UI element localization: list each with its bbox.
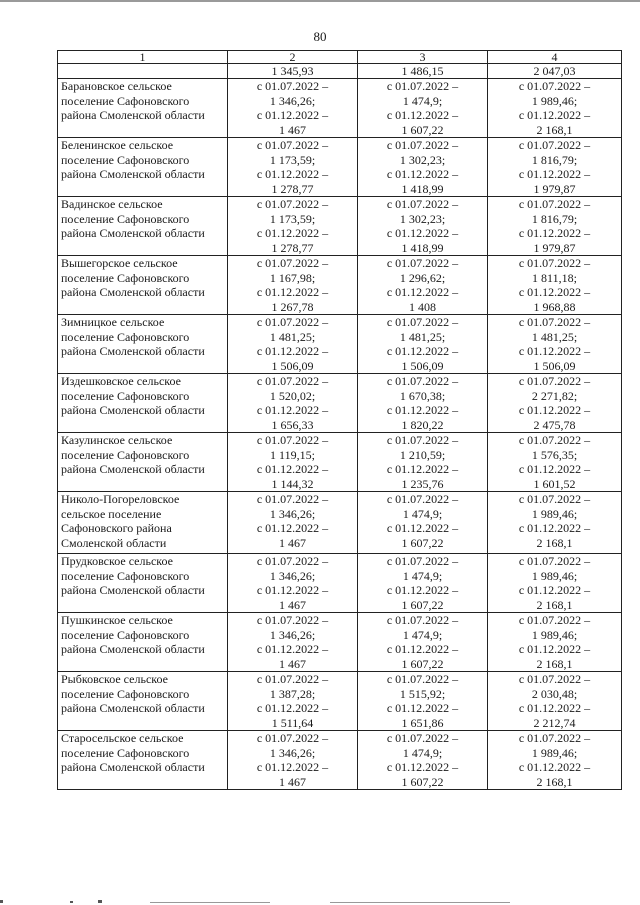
tariff-cell <box>228 315 358 374</box>
tariff-line: 1 607,22 <box>401 597 444 612</box>
settlement-name-line: поселение Сафоновского <box>61 686 190 701</box>
settlement-name-line: района Смоленской области <box>61 403 205 417</box>
table-row <box>58 492 622 554</box>
tariff-line: 1 481,25; <box>531 329 578 344</box>
tariff-line: с 01.12.2022 – <box>386 760 459 774</box>
table-row <box>58 731 622 790</box>
tariff-line: с 01.07.2022 – <box>256 672 329 686</box>
settlement-name-line: района Смоленской области <box>61 344 205 358</box>
tariff-cell <box>228 672 358 731</box>
tariff-cell <box>488 554 622 613</box>
tariff-cell <box>488 138 622 197</box>
tariff-line: с 01.07.2022 – <box>256 374 329 388</box>
tariff-cell <box>488 79 622 138</box>
tariff-cell <box>488 197 622 256</box>
tariff-cell <box>358 256 488 315</box>
tariff-line: с 01.12.2022 – <box>518 760 591 774</box>
tariff-line: с 01.12.2022 – <box>518 642 591 656</box>
settlement-name-line: Николо-Погореловское <box>61 492 180 506</box>
settlement-name-cell <box>58 613 228 672</box>
settlement-name-cell <box>58 79 228 138</box>
settlement-name-line: поселение Сафоновского <box>61 447 190 462</box>
tariff-line: с 01.07.2022 – <box>256 315 329 329</box>
settlement-name-line: района Смоленской области <box>61 226 205 240</box>
tariff-line: 1 267,78 <box>271 299 314 314</box>
settlement-name-line: поселение Сафоновского <box>61 329 190 344</box>
tariff-line: с 01.12.2022 – <box>256 701 329 715</box>
settlement-name-line: района Смоленской области <box>61 701 205 715</box>
tariff-line: 2 168,1 <box>536 122 573 137</box>
tariff-cell <box>228 492 358 554</box>
settlement-name-line: поселение Сафоновского <box>61 388 190 403</box>
settlement-name-line: Зимницкое сельское <box>61 315 165 329</box>
tariff-line: 1 989,46; <box>531 745 578 760</box>
tariff-line: с 01.07.2022 – <box>386 138 459 152</box>
tariff-cell <box>228 433 358 492</box>
table-row <box>58 79 622 138</box>
settlement-name-line: Старосельское сельское <box>61 731 184 745</box>
tariff-line: с 01.07.2022 – <box>256 256 329 270</box>
tariff-line: с 01.12.2022 – <box>386 226 459 240</box>
tariff-line: с 01.07.2022 – <box>518 138 591 152</box>
tariff-line: 1 346,26; <box>269 506 316 521</box>
tariff-line: 1 989,46; <box>531 568 578 583</box>
settlement-name-line: района Смоленской области <box>61 642 205 656</box>
tariff-line: с 01.12.2022 – <box>256 226 329 240</box>
tariff-line: с 01.07.2022 – <box>256 79 329 93</box>
tariff-line: 1 989,46; <box>531 93 578 108</box>
tariff-line: 1 481,25; <box>399 329 446 344</box>
tariff-line: 1 968,88 <box>533 299 576 314</box>
settlement-name-line: района Смоленской области <box>61 285 205 299</box>
table-row <box>58 138 622 197</box>
tariff-line: 1 506,09 <box>401 358 444 373</box>
tariff-line: с 01.07.2022 – <box>256 554 329 568</box>
tariff-cell <box>358 374 488 433</box>
tariff-line: с 01.07.2022 – <box>386 315 459 329</box>
tariff-line: 1 816,79; <box>531 211 578 226</box>
tariff-line: 1 481,25; <box>269 329 316 344</box>
settlement-name-line: поселение Сафоновского <box>61 152 190 167</box>
tariff-line: 1 278,77 <box>271 181 314 196</box>
settlement-name-line: поселение Сафоновского <box>61 627 190 642</box>
tariff-line: с 01.07.2022 – <box>518 79 591 93</box>
tariff-line: с 01.07.2022 – <box>256 731 329 745</box>
tariff-cell <box>358 554 488 613</box>
tariff-line: 1 302,23; <box>399 211 446 226</box>
tariff-line: 1 408 <box>409 299 436 314</box>
tariff-cell <box>228 613 358 672</box>
tariff-line: 2 168,1 <box>536 535 573 550</box>
table-row <box>58 613 622 672</box>
settlement-name-cell <box>58 554 228 613</box>
tariff-cell <box>358 731 488 790</box>
tariff-line: 1 820,22 <box>401 417 444 432</box>
tariff-line: с 01.07.2022 – <box>518 374 591 388</box>
tariff-line: с 01.07.2022 – <box>256 613 329 627</box>
settlement-name-line: поселение Сафоновского <box>61 93 190 108</box>
settlement-name-line: Вадинское сельское <box>61 197 163 211</box>
tariff-cell <box>358 315 488 374</box>
tariff-line: с 01.12.2022 – <box>386 642 459 656</box>
settlement-name-line: Смоленской области <box>61 535 167 550</box>
tariff-line: 1 474,9; <box>402 506 443 521</box>
settlement-name-line: Сафоновского района <box>61 521 172 535</box>
tariff-cell <box>488 256 622 315</box>
tariff-cell <box>488 672 622 731</box>
tariff-line: 1 607,22 <box>401 656 444 671</box>
tariff-line: с 01.12.2022 – <box>386 403 459 417</box>
table-row <box>58 374 622 433</box>
column-header: 3 <box>358 51 488 64</box>
tariff-cell <box>228 554 358 613</box>
settlement-name-line: Казулинское сельское <box>61 433 173 447</box>
tariff-line: с 01.07.2022 – <box>518 256 591 270</box>
tariff-line: 1 467 <box>279 774 306 789</box>
settlement-name-cell <box>58 315 228 374</box>
table-header-row <box>58 51 622 64</box>
settlement-name-line: поселение Сафоновского <box>61 270 190 285</box>
table-cell: 2 047,03 <box>488 64 622 79</box>
tariff-line: 1 235,76 <box>401 476 444 491</box>
tariff-line: 1 607,22 <box>401 122 444 137</box>
tariff-line: 1 989,46; <box>531 627 578 642</box>
settlement-name-line: поселение Сафоновского <box>61 568 190 583</box>
settlement-name-line: района Смоленской области <box>61 583 205 597</box>
table-row <box>58 315 622 374</box>
tariff-line: 1 173,59; <box>269 152 316 167</box>
tariff-line: 1 346,26; <box>269 93 316 108</box>
tariff-line: с 01.12.2022 – <box>518 344 591 358</box>
tariff-line: 1 387,28; <box>269 686 316 701</box>
tariff-line: 2 168,1 <box>536 597 573 612</box>
tariff-line: 1 278,77 <box>271 240 314 255</box>
tariff-line: с 01.07.2022 – <box>386 672 459 686</box>
settlement-name-line: Прудковское сельское <box>61 554 173 568</box>
tariff-cell <box>228 374 358 433</box>
tariff-line: 2 168,1 <box>536 656 573 671</box>
settlement-name-line: Издешковское сельское <box>61 374 181 388</box>
tariff-line: с 01.12.2022 – <box>386 701 459 715</box>
tariff-line: 1 346,26; <box>269 568 316 583</box>
tariff-line: с 01.12.2022 – <box>518 462 591 476</box>
settlement-name-cell <box>58 672 228 731</box>
tariff-cell <box>488 433 622 492</box>
tariff-cell <box>358 433 488 492</box>
tariff-line: с 01.07.2022 – <box>256 197 329 211</box>
tariff-line: с 01.12.2022 – <box>256 760 329 774</box>
tariff-line: с 01.12.2022 – <box>386 108 459 122</box>
settlement-name-cell <box>58 138 228 197</box>
settlement-name-line: Рыбковское сельское <box>61 672 168 686</box>
tariff-line: с 01.12.2022 – <box>518 403 591 417</box>
settlement-name-line: Беленинское сельское <box>61 138 174 152</box>
tariff-line: 1 467 <box>279 597 306 612</box>
tariff-line: 1 979,87 <box>533 181 576 196</box>
tariff-line: с 01.07.2022 – <box>518 613 591 627</box>
tariff-line: с 01.12.2022 – <box>386 167 459 181</box>
column-header: 4 <box>488 51 622 64</box>
tariff-line: 1 607,22 <box>401 535 444 550</box>
tariff-line: 1 474,9; <box>402 745 443 760</box>
table-cell: 1 345,93 <box>228 64 358 79</box>
settlement-name-line: Вышегорское сельское <box>61 256 178 270</box>
settlement-name-line: района Смоленской области <box>61 167 205 181</box>
settlement-name-line: района Смоленской области <box>61 108 205 122</box>
tariff-line: с 01.07.2022 – <box>386 433 459 447</box>
tariff-line: с 01.07.2022 – <box>386 256 459 270</box>
settlement-name-line: сельское поселение <box>61 506 162 521</box>
tariff-line: 1 576,35; <box>531 447 578 462</box>
tariff-line: 1 474,9; <box>402 627 443 642</box>
tariff-line: с 01.12.2022 – <box>386 285 459 299</box>
tariff-line: 1 418,99 <box>401 181 444 196</box>
tariff-line: 1 119,15; <box>270 447 315 462</box>
tariff-line: с 01.12.2022 – <box>256 167 329 181</box>
tariff-line: 1 418,99 <box>401 240 444 255</box>
tariff-line: с 01.07.2022 – <box>386 554 459 568</box>
settlement-name-line: поселение Сафоновского <box>61 211 190 226</box>
tariff-line: 1 601,52 <box>533 476 576 491</box>
tariff-line: с 01.12.2022 – <box>256 462 329 476</box>
tariff-line: с 01.12.2022 – <box>256 642 329 656</box>
tariff-line: 1 656,33 <box>271 417 314 432</box>
table-row <box>58 197 622 256</box>
tariff-cell <box>488 315 622 374</box>
tariff-line: 1 651,86 <box>401 715 444 730</box>
tariff-line: 2 271,82; <box>531 388 578 403</box>
tariff-cell <box>358 492 488 554</box>
tariff-line: с 01.07.2022 – <box>518 672 591 686</box>
tariff-line: с 01.12.2022 – <box>256 583 329 597</box>
tariff-line: с 01.12.2022 – <box>518 167 591 181</box>
tariff-line: 1 989,46; <box>531 506 578 521</box>
tariff-line: с 01.07.2022 – <box>256 492 329 506</box>
tariff-line: 1 173,59; <box>269 211 316 226</box>
tariff-line: 1 515,92; <box>399 686 446 701</box>
tariff-cell <box>358 138 488 197</box>
tariff-line: 1 811,18; <box>532 270 577 285</box>
tariff-cell <box>358 613 488 672</box>
table-row <box>58 433 622 492</box>
settlement-name-cell <box>58 433 228 492</box>
tariff-line: с 01.12.2022 – <box>256 285 329 299</box>
tariff-line: с 01.07.2022 – <box>386 79 459 93</box>
settlement-name-cell <box>58 197 228 256</box>
tariff-cell <box>358 79 488 138</box>
settlement-name-cell <box>58 374 228 433</box>
tariff-line: 1 210,59; <box>399 447 446 462</box>
settlement-name-cell <box>58 731 228 790</box>
tariff-line: с 01.12.2022 – <box>256 403 329 417</box>
tariff-line: с 01.07.2022 – <box>518 197 591 211</box>
tariff-line: с 01.12.2022 – <box>518 108 591 122</box>
tariff-line: 1 474,9; <box>402 568 443 583</box>
tariff-line: 1 167,98; <box>269 270 316 285</box>
tariff-line: с 01.12.2022 – <box>386 344 459 358</box>
tariff-line: с 01.07.2022 – <box>518 554 591 568</box>
tariff-line: 1 346,26; <box>269 745 316 760</box>
table-row <box>58 672 622 731</box>
tariff-table <box>57 50 622 790</box>
tariff-line: 1 979,87 <box>533 240 576 255</box>
tariff-line: с 01.07.2022 – <box>518 315 591 329</box>
tariff-line: 2 030,48; <box>531 686 578 701</box>
tariff-cell <box>228 79 358 138</box>
tariff-line: 1 506,09 <box>271 358 314 373</box>
tariff-line: с 01.12.2022 – <box>518 583 591 597</box>
tariff-line: с 01.07.2022 – <box>386 374 459 388</box>
tariff-line: с 01.12.2022 – <box>256 344 329 358</box>
tariff-line: с 01.12.2022 – <box>518 226 591 240</box>
tariff-line: 1 144,32 <box>271 476 314 491</box>
tariff-cell <box>228 256 358 315</box>
tariff-line: 2 168,1 <box>536 774 573 789</box>
tariff-cell <box>488 492 622 554</box>
tariff-cell <box>228 138 358 197</box>
settlement-name-line: Пушкинское сельское <box>61 613 173 627</box>
tariff-line: с 01.12.2022 – <box>386 521 459 535</box>
tariff-line: с 01.12.2022 – <box>518 701 591 715</box>
column-header: 2 <box>228 51 358 64</box>
tariff-line: 1 467 <box>279 122 306 137</box>
table-row <box>58 256 622 315</box>
tariff-cell <box>358 672 488 731</box>
tariff-line: 1 607,22 <box>401 774 444 789</box>
tariff-cell <box>488 731 622 790</box>
tariff-line: с 01.07.2022 – <box>386 492 459 506</box>
tariff-cell <box>488 374 622 433</box>
settlement-name-cell <box>58 256 228 315</box>
settlement-name-line: района Смоленской области <box>61 760 205 774</box>
tariff-line: 1 511,64 <box>271 715 314 730</box>
tariff-line: 1 816,79; <box>531 152 578 167</box>
tariff-line: с 01.07.2022 – <box>518 433 591 447</box>
settlement-name-line: района Смоленской области <box>61 462 205 476</box>
top-scan-edge <box>0 0 640 2</box>
tariff-line: 1 346,26; <box>269 627 316 642</box>
tariff-cell <box>228 731 358 790</box>
tariff-line: 1 467 <box>279 656 306 671</box>
tariff-line: с 01.07.2022 – <box>256 138 329 152</box>
tariff-line: с 01.07.2022 – <box>518 492 591 506</box>
tariff-line: 2 212,74 <box>533 715 576 730</box>
tariff-line: 1 474,9; <box>402 93 443 108</box>
table-row <box>58 554 622 613</box>
tariff-cell <box>488 613 622 672</box>
tariff-cell <box>228 197 358 256</box>
tariff-line: с 01.07.2022 – <box>386 613 459 627</box>
table-cell: 1 486,15 <box>358 64 488 79</box>
tariff-line: с 01.12.2022 – <box>518 285 591 299</box>
tariff-line: 1 520,02; <box>269 388 316 403</box>
page-number: 80 <box>313 29 327 44</box>
table-cell <box>58 64 228 79</box>
tariff-line: с 01.12.2022 – <box>518 521 591 535</box>
tariff-line: с 01.12.2022 – <box>386 583 459 597</box>
tariff-line: 1 670,38; <box>399 388 446 403</box>
tariff-line: с 01.07.2022 – <box>256 433 329 447</box>
scan-edge-marks <box>0 896 640 905</box>
tariff-line: с 01.12.2022 – <box>386 462 459 476</box>
continuation-row <box>58 64 622 79</box>
tariff-line: с 01.12.2022 – <box>256 521 329 535</box>
tariff-line: 1 296,62; <box>399 270 446 285</box>
tariff-cell <box>358 197 488 256</box>
settlement-name-line: Барановское сельское <box>61 79 172 93</box>
tariff-line: 1 302,23; <box>399 152 446 167</box>
tariff-line: с 01.12.2022 – <box>256 108 329 122</box>
tariff-line: с 01.07.2022 – <box>386 197 459 211</box>
settlement-name-cell <box>58 492 228 554</box>
tariff-line: с 01.07.2022 – <box>518 731 591 745</box>
tariff-line: 1 506,09 <box>533 358 576 373</box>
column-header: 1 <box>58 51 228 64</box>
tariff-line: 2 475,78 <box>533 417 576 432</box>
settlement-name-line: поселение Сафоновского <box>61 745 190 760</box>
tariff-line: с 01.07.2022 – <box>386 731 459 745</box>
tariff-line: 1 467 <box>279 535 306 550</box>
